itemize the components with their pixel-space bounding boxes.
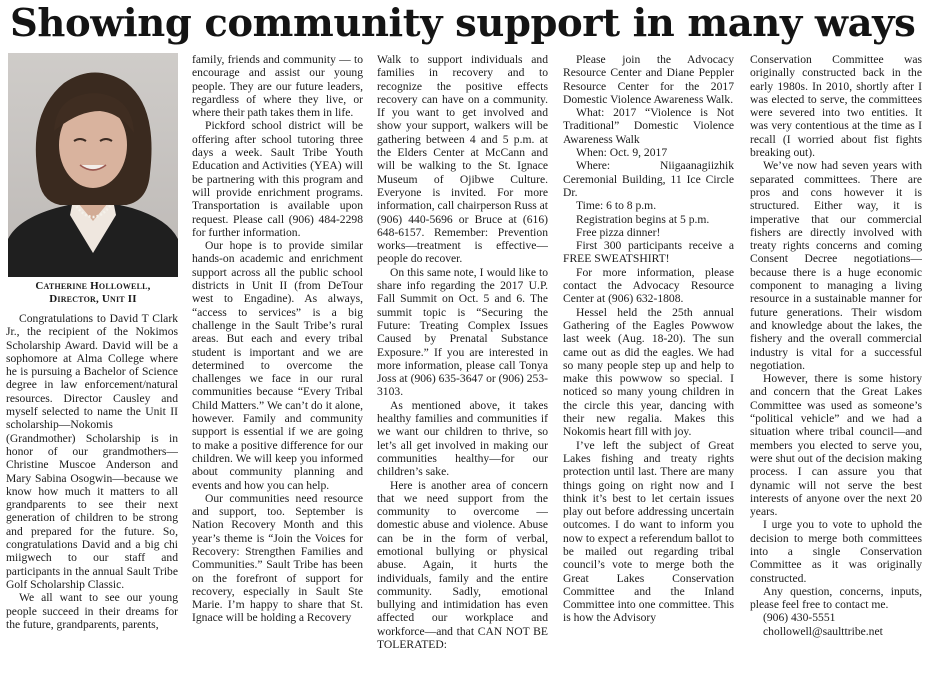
paragraph: I’ve left the subject of Great Lakes fishing and treaty rights protection until last. There are many things going on right now and I think it’s best to let certain issues play out before addressing uncertain outcomes. I do want to inform you now to expect a referendum ballot to be mailed out regarding tribal council’s vote to merge both the Great Lakes Conservation Committee and the Inland Committee into one committee. This is how the Advisory — [563, 438, 734, 625]
column-5 — [750, 53, 922, 686]
caption-title: Director, Unit II — [49, 293, 137, 305]
caption-name: Catherine Hollowell, — [35, 280, 151, 292]
event-what: What: 2017 “Violence is Not Traditional” Domestic Violence Awareness Walk — [563, 106, 734, 146]
column-2 — [192, 53, 363, 686]
paragraph: Conservation Committee was originally constructed back in the early 1980s. In 2010, shortly after I was elected to serve, the committees were severed into two entities. It was very contentious at the time as I recall (I worried about fist fights breaking out). — [750, 53, 922, 160]
paragraph: Pickford school district will be offering after school tutoring three days a week. Sault Tribe Youth Education and Activities (YEA) will be partnering with this program and will provide enrichment programs. Transportation is available upon request. Please call (906) 484-2298 for further information. — [192, 119, 363, 239]
paragraph: Our hope is to provide similar hands-on academic and enrichment support across all the public school districts in Unit II (from DeTour west to Engadine). As always, “access to services” is a big challenge in the Sault Tribe’s rural areas. But each and every tribal student is important and we are determined to overcome the challenges we face in our rural communities because “Every Tribal Child Matters.” We can’t do it alone, however. Family and community support is essential if we are going to make a positive difference for our children. We will keep you informed about community planning and events and how you can help. — [192, 239, 363, 492]
event-time: Time: 6 to 8 p.m. — [576, 199, 657, 213]
paragraph: Hessel held the 25th annual Gathering of the Eagles Powwow last week (Aug. 18-20). The sun came out as did the eagles. We had so many people step up and help to make this powwow so special. I noticed so many young children in the circle this year, dancing with their new regalia. Makes this Nokomis heart fill with joy. — [563, 305, 734, 439]
event-dinner: Free pizza dinner! — [576, 225, 661, 239]
column-4 — [563, 53, 734, 686]
author-photo — [8, 53, 178, 277]
column-3 — [377, 53, 548, 686]
portrait-illustration — [8, 53, 178, 277]
paragraph: We’ve now had seven years with separated committees. There are pros and cons however it is structured. Either way, it is imperative that our commercial fishers are directly involved with treaty rights concerns and coming Consent Decree negotiations—because there is a huge economic component to managing a living resource in a sustainable manner for future generations. Their wisdom and knowledge about the lakes, the fishery and the overall commercial industry is vital for a successful negotiation. — [750, 159, 922, 372]
paragraph: Our communities need resource and support, too. September is Nation Recovery Month and this year’s theme is “Join the Voices for Recovery: Strengthen Families and Communities.” Sault Tribe has been on the forefront of support for recovery, especially in Sault Ste Marie. I’m happy to share that St. Ignace will be holding a Recovery — [192, 491, 363, 625]
paragraph: As mentioned above, it takes healthy families and communities if we want our children to thrive, so let’s all get involved in making our communities healthy—for our children’s sake. — [377, 398, 548, 479]
paragraph: Any question, concerns, inputs, please feel free to contact me. — [750, 584, 922, 612]
contact-email: chollowell@saulttribe.net — [763, 624, 883, 638]
contact-phone: (906) 430-5551 — [763, 611, 836, 625]
column-1 — [6, 312, 178, 686]
event-where: Where: Niigaanagiizhik Ceremonial Building, 11 Ice Circle Dr. — [563, 159, 734, 199]
event-sweatshirt: First 300 participants receive a FREE SWEATSHIRT! — [563, 239, 734, 266]
paragraph: I urge you to vote to uphold the decision to merge both committees into a single Conservation Committee as it was originally constructed. — [750, 518, 922, 585]
headline: Showing community support in many ways — [10, 1, 916, 46]
paragraph: However, there is some history and concern that the Great Lakes Committee was used as someone’s “political vehicle” and we had a situation where tribal council—and members you elected to serve you, were shut out of the decision making process. I can assure you that dynamic will not serve the best interests of anyone over the next 20 years. — [750, 372, 922, 519]
photo-caption — [8, 280, 178, 306]
event-when: When: Oct. 9, 2017 — [576, 146, 668, 160]
paragraph: Here is another area of concern that we need support from the community to overcome — domestic abuse and violence. Abuse can be in the form of verbal, emotional bullying or physical abuse. Again, it hurts the individuals, family and the entire community. Sadly, emotional bullying and intimidation has even affected our workplace and workforce—and that CAN NOT BE TOLERATED: — [377, 478, 548, 652]
paragraph: Congratulations to David T Clark Jr., the recipient of the Nokimos Scholarship Award. David will be a sophomore at Alma College where he is pursuing a Bachelor of Science degree in law enforcement/natural resources. Director Causley and myself selected to name the Unit II scholarship—Nokomis (Grandmother) Scholarship is in honor of our grandmothers—Christine Muscoe Anderson and Mary Sabina Osogwin—because we know how much it matters to all grandparents to see their next generation of children to be strong and prepared for the future. So, congratulations David and a big chi miigwech to our staff and participants in the annual Sault Tribe Golf Scholarship Classic. — [6, 312, 178, 591]
paragraph: Walk to support individuals and families in recovery and to recognize the positive effects recovery can have on a community. If you want to get involved and show your support, walkers will be gathering between 4 and 5 p.m. at the Elders Center at McCann and will be walking to the St. Ignace Museum of Ojibwe Culture. Everyone is invited. For more information, call chairperson Russ at (906) 440-5696 or Bruce at (616) 648-6157. Remember: Prevention works—treatment is effective—people do recover. — [377, 53, 548, 266]
event-registration: Registration begins at 5 p.m. — [576, 212, 710, 226]
paragraph: For more information, please contact the Advocacy Resource Center at (906) 632-1808. — [563, 265, 734, 306]
paragraph: family, friends and community — to encourage and assist our young people. They are our future leaders, regardless of where they live, or where their path takes them in life. — [192, 53, 363, 120]
paragraph: We all want to see our young people succeed in their dreams for the future, grandparents, parents, — [6, 591, 178, 631]
paragraph: On this same note, I would like to share info regarding the 2017 U.P. Fall Summit on Oct. 5 and 6. The summit topic is “Securing the Future: Treating Complex Issues Caused by Prenatal Substance Exposure.” If you are interested in more information, please call Tonya Joss at (906) 635-3647 or (906) 253-3103. — [377, 265, 548, 399]
paragraph: Please join the Advocacy Resource Center and Diane Peppler Resource Center for the 2017 Domestic Violence Awareness Walk. — [563, 53, 734, 106]
